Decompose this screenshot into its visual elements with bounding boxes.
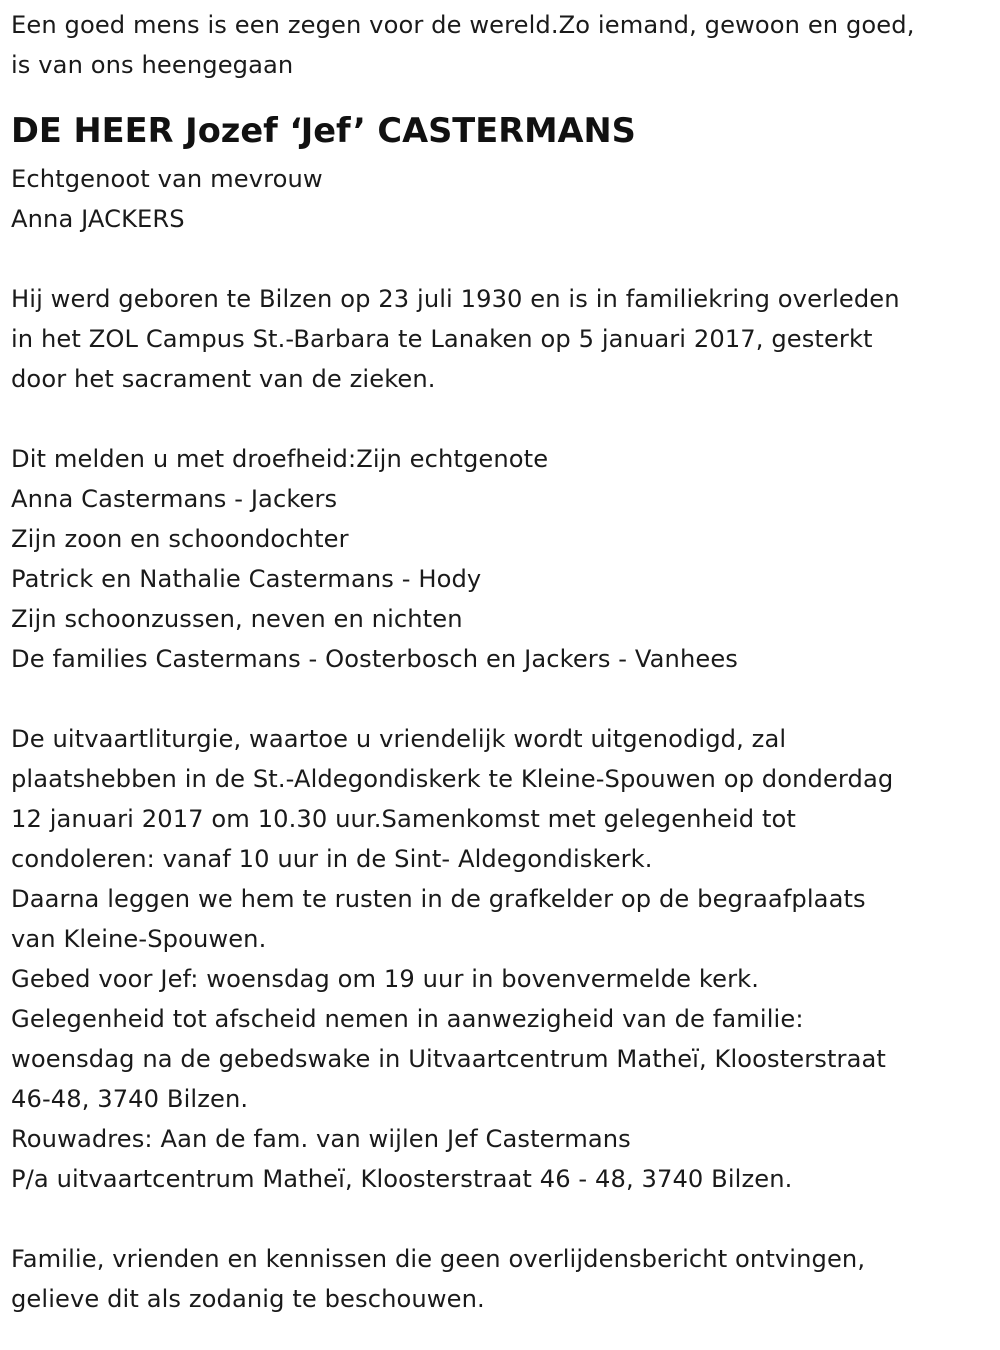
family-line: Dit melden u met droefheid:Zijn echtgenote xyxy=(11,445,549,473)
family-line: Patrick en Nathalie Castermans - Hody xyxy=(11,565,482,593)
birth-death-line: door het sacrament van de zieken. xyxy=(11,365,436,393)
intro-line: Een goed mens is een zegen voor de wereld.Zo iemand, gewoon en goed, xyxy=(11,11,915,39)
paragraph-spacer xyxy=(11,239,991,279)
closing-line: gelieve dit als zodanig te beschouwen. xyxy=(11,1285,485,1313)
paragraph-spacer xyxy=(11,399,991,439)
funeral-line: 46-48, 3740 Bilzen. xyxy=(11,1085,249,1113)
intro-line: is van ons heengegaan xyxy=(11,51,294,79)
spouse-line: Echtgenoot van mevrouw xyxy=(11,165,323,193)
funeral-line: woensdag na de gebedswake in Uitvaartcentrum Matheï, Kloosterstraat xyxy=(11,1045,886,1073)
family-line: Zijn schoonzussen, neven en nichten xyxy=(11,605,463,633)
funeral-line: Gelegenheid tot afscheid nemen in aanwezigheid van de familie: xyxy=(11,1005,804,1033)
closing-line: Familie, vrienden en kennissen die geen overlijdensbericht ontvingen, xyxy=(11,1245,866,1273)
spouse-line: Anna JACKERS xyxy=(11,205,185,233)
intro-section xyxy=(11,5,991,85)
funeral-line: plaatshebben in de St.-Aldegondiskerk te Kleine-Spouwen op donderdag xyxy=(11,765,894,793)
family-line: Anna Castermans - Jackers xyxy=(11,485,338,513)
spouse-section xyxy=(11,159,991,239)
funeral-line: condoleren: vanaf 10 uur in de Sint- Aldegondiskerk. xyxy=(11,845,653,873)
paragraph-spacer xyxy=(11,1199,991,1239)
funeral-section xyxy=(11,719,991,1199)
paragraph-spacer xyxy=(11,679,991,719)
closing-section xyxy=(11,1239,991,1319)
funeral-line: P/a uitvaartcentrum Matheï, Kloosterstraat 46 - 48, 3740 Bilzen. xyxy=(11,1165,793,1193)
family-line: Zijn zoon en schoondochter xyxy=(11,525,349,553)
birth-death-section xyxy=(11,279,991,399)
funeral-line: Rouwadres: Aan de fam. van wijlen Jef Castermans xyxy=(11,1125,631,1153)
funeral-line: Daarna leggen we hem te rusten in de grafkelder op de begraafplaats xyxy=(11,885,866,913)
obituary-notice xyxy=(11,5,991,1319)
birth-death-line: in het ZOL Campus St.-Barbara te Lanaken op 5 januari 2017, gesterkt xyxy=(11,325,873,353)
funeral-line: 12 januari 2017 om 10.30 uur.Samenkomst met gelegenheid tot xyxy=(11,805,797,833)
funeral-line: van Kleine-Spouwen. xyxy=(11,925,267,953)
deceased-name-heading: DE HEER Jozef ‘Jef’ CASTERMANS xyxy=(11,111,636,150)
birth-death-line: Hij werd geboren te Bilzen op 23 juli 1930 en is in familiekring overleden xyxy=(11,285,900,313)
funeral-line: De uitvaartliturgie, waartoe u vriendelijk wordt uitgenodigd, zal xyxy=(11,725,787,753)
family-section xyxy=(11,439,991,679)
funeral-line: Gebed voor Jef: woensdag om 19 uur in bovenvermelde kerk. xyxy=(11,965,759,993)
family-line: De families Castermans - Oosterbosch en Jackers - Vanhees xyxy=(11,645,738,673)
